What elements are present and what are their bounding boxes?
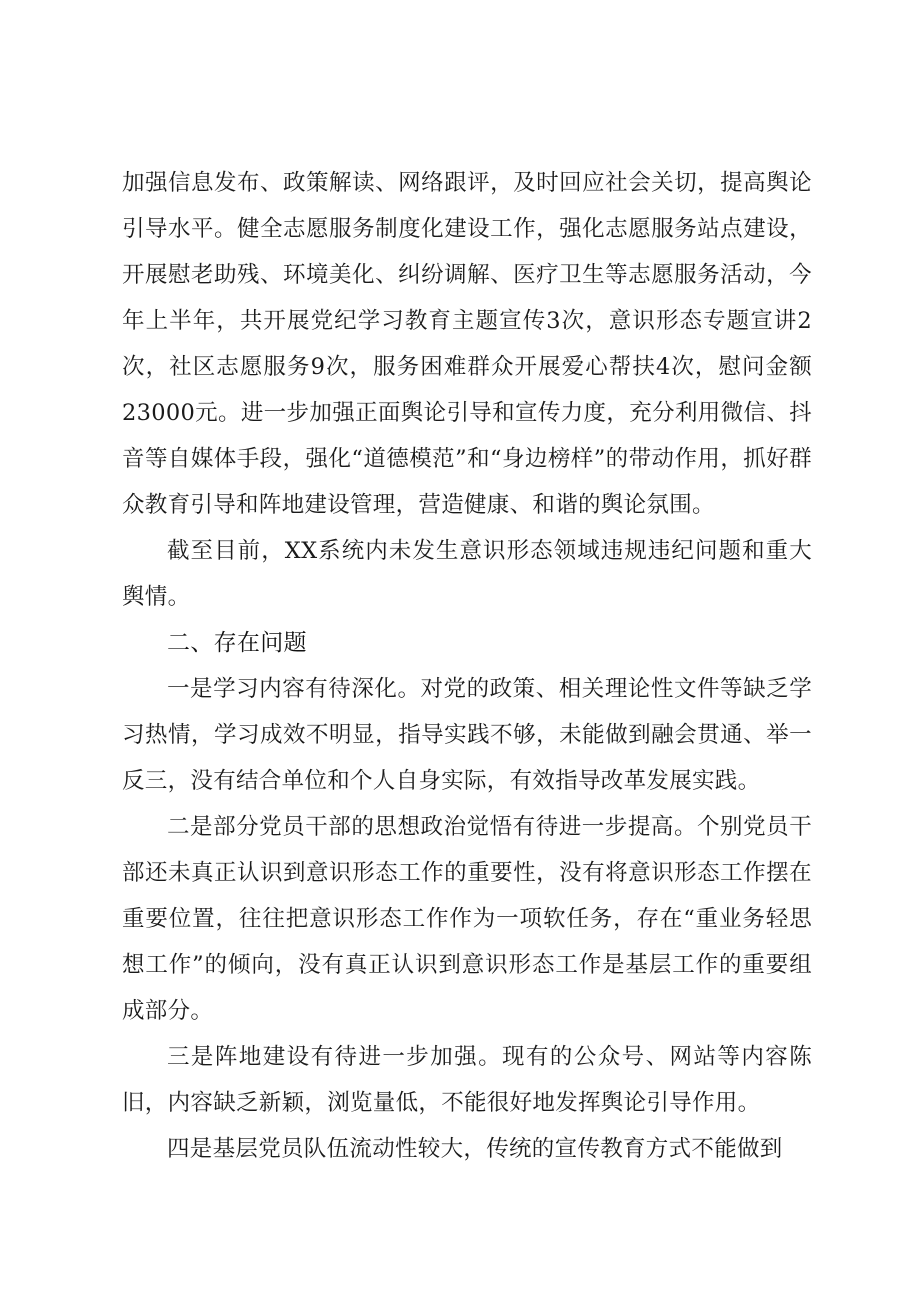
section-heading-problems: 二、存在问题 bbox=[167, 630, 307, 656]
document-body bbox=[122, 160, 812, 1172]
paragraph-continued-work-summary: 加强信息发布、政策解读、网络跟评，及时回应社会关切，提高舆论引导水平。健全志愿服务制度化建设工作，强化志愿服务站点建设，开展慰老助残、环境美化、纠纷调解、医疗卫生等志愿服务活动，今年上半年，共开展党纪学习教育主题宣传3次，意识形态专题宣讲2次，社区志愿服务9次，服务困难群众开展爱心帮扶4次，慰问金额23000元。进一步加强正面舆论引导和宣传力度，充分利用微信、抖音等自媒体手段，强化“道德模范”和“身边榜样”的带动作用，抓好群众教育引导和阵地建设管理，营造健康、和谐的舆论氛围。 bbox=[122, 170, 812, 518]
paragraph-problem-2: 二是部分党员干部的思想政治觉悟有待进一步提高。个别党员干部还未真正认识到意识形态工作的重要性，没有将意识形态工作摆在重要位置，往往把意识形态工作作为一项软任务，存在“重业务轻思想工作”的倾向，没有真正认识到意识形态工作是基层工作的重要组成部分。 bbox=[122, 814, 812, 1024]
paragraph-problem-1: 一是学习内容有待深化。对党的政策、相关理论性文件等缺乏学习热情，学习成效不明显，指导实践不够，未能做到融会贯通、举一反三，没有结合单位和个人自身实际，有效指导改革发展实践。 bbox=[122, 676, 812, 794]
paragraph-problem-4: 四是基层党员队伍流动性较大，传统的宣传教育方式不能做到 bbox=[167, 1136, 783, 1162]
paragraph-no-violations: 截至目前，XX系统内未发生意识形态领域违规违纪问题和重大舆情。 bbox=[122, 538, 812, 610]
paragraph-problem-3: 三是阵地建设有待进一步加强。现有的公众号、网站等内容陈旧，内容缺乏新颖，浏览量低，不能很好地发挥舆论引导作用。 bbox=[122, 1044, 812, 1116]
